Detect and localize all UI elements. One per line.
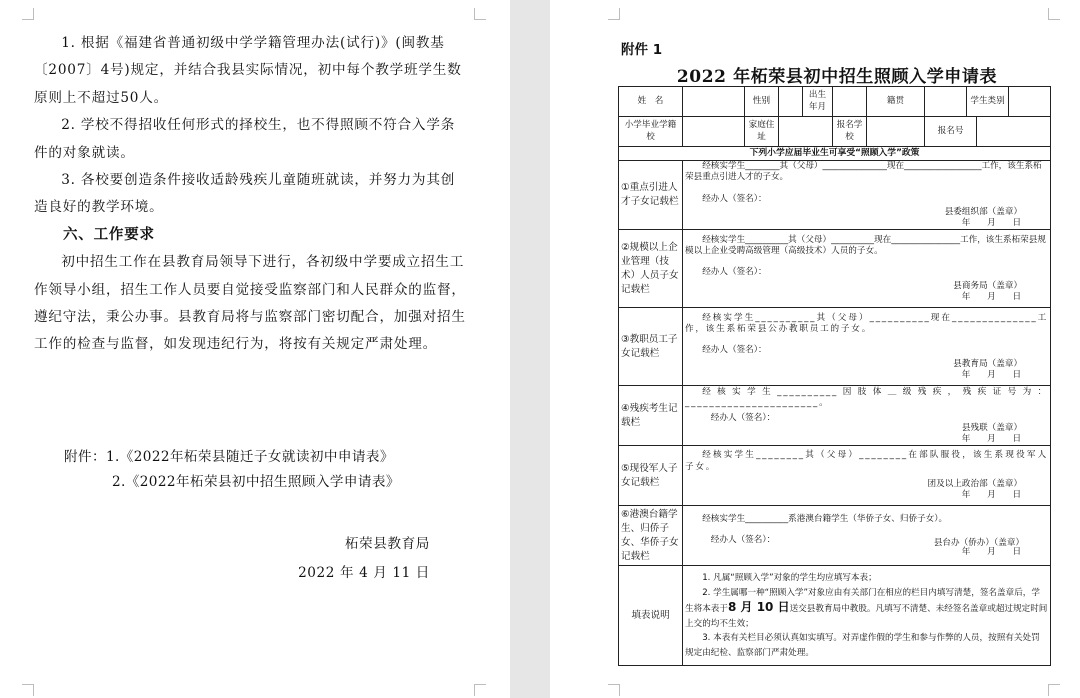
section-header: 下列小学应届毕业生可享受“照顾入学”政策 [619,147,1051,161]
crop-mark [22,684,34,696]
row-cell-enterprise[interactable] [683,230,1051,308]
date-label: 年 月 日 [961,490,1029,501]
form-row-teacher [619,308,1051,386]
stamp-label: 县台办（侨办）（盖章） [933,538,1025,549]
crop-mark [1048,8,1060,20]
attachment-label: 附件 1 [621,42,663,58]
note-line-1: 1. 凡属“照顾入学”对象的学生均应填写本表； [702,573,877,584]
label-home-address: 家庭住址 [745,117,779,147]
label-gender: 性别 [745,87,779,117]
signature-org: 柘荣县教育局 [344,536,430,552]
paragraph-3: 3. 各校要创造条件接收适龄残疾儿童随班就读，并努力为其创造良好的教学环境。 [34,172,456,216]
row-label-overseas: ⑥港澳台籍学生、归侨子女、华侨子女记载栏 [619,506,683,566]
section-body: 初中招生工作在县教育局领导下进行，各初级中学要成立招生工作领导小组，招生工作人员要自觉接受监察部门和人民群众的监督，遵纪守法，秉公办事。县教育局将与监察部门密切配合，加强对招生工作的检查与监督，如发现违纪行为，将按有关规定严肃处理。 [34,254,466,353]
input-native-place[interactable] [925,87,967,117]
form-title: 2022 年柘荣县初中招生照顾入学申请表 [676,67,998,87]
input-home-address[interactable] [779,117,833,147]
crop-mark [608,8,620,20]
page-gutter [510,0,550,698]
label-primary-school: 小学毕业学籍校 [619,117,683,147]
crop-mark [608,684,620,696]
input-birth[interactable] [833,87,867,117]
agent-signature-label: 经办人（签名）： [702,193,767,204]
notes-cell [683,566,1051,666]
label-birth: 出生年月 [803,87,833,117]
crop-mark [1048,684,1060,696]
stamp-label: 县教育局（盖章） [953,358,1023,369]
form-section-header-row [619,147,1051,161]
attachment-item-1: 1.《2022年柘荣县随迁子女就读初中申请表》 [105,449,394,465]
stamp-label: 县委组织部（盖章） [944,206,1023,217]
agent-signature-label: 经办人（签名）： [702,267,767,278]
section-heading: 六、工作要求 [63,226,155,243]
row-cell-overseas[interactable] [683,506,1051,566]
row-label-enterprise: ②规模以上企业管理（技术）人员子女记载栏 [619,230,683,308]
note-line-2a: 2. 学生属哪一种“照顾入学”对象应由有关部门在相应的栏目内填写清楚，签名盖章后，学生将本表于 [685,587,1040,615]
agent-signature-label: 经办人（签名）： [710,413,776,424]
row-cell-military[interactable] [683,446,1051,506]
body-text [34,30,466,359]
row-cell-disabled[interactable] [683,386,1051,446]
row-cell-teacher[interactable] [683,308,1051,386]
input-apply-no[interactable] [977,117,1051,147]
crop-mark [22,8,34,20]
note-line-2b: 送交县教育局中教股。凡填写不清楚、未经签名盖章或超过规定时间上交的均不生效； [685,604,1048,629]
date-label: 年 月 日 [961,433,1029,444]
row-text: 经核实学生________其（父母）_______________现在__________________工作，该生系柘荣县重点引进人才的子女。 [685,161,1042,183]
stamp-label: 县商务局（盖章） [953,280,1023,291]
label-native-place: 籍贯 [867,87,925,117]
attachment-item-2: 2.《2022年柘荣县初中招生照顾入学申请表》 [112,474,400,490]
application-form-table [618,86,1051,666]
input-student-type[interactable] [1009,87,1051,117]
row-text: 经核实学生__________其（父母）__________现在________________工作，该生系柘荣县规模以上企业受聘高级管理（高级技术）人员的子女。 [685,234,1046,257]
form-row-overseas [619,506,1051,566]
agent-signature-label: 经办人（签名）： [702,345,767,356]
date-label: 年 月 日 [961,291,1029,302]
input-name[interactable] [683,87,745,117]
signature-block [298,530,430,588]
stamp-label: 团及以上政治部（盖章） [927,478,1023,489]
form-row-basic [619,87,1051,117]
date-label: 年 月 日 [961,546,1029,557]
form-row-disabled [619,386,1051,446]
input-gender[interactable] [779,87,803,117]
form-row-military [619,446,1051,506]
attachments-list [64,445,400,495]
row-text: 经核实学生__________系港澳台籍学生（华侨子女、归侨子女）。 [702,514,948,525]
row-text: 经核实学生________其（父母）________在部队服役，该生系现役军人子女。 [685,450,1049,472]
row-label-disabled: ④残疾考生记载栏 [619,386,683,446]
row-label-military: ⑤现役军人子女记载栏 [619,446,683,506]
form-row-enterprise [619,230,1051,308]
date-label: 年 月 日 [961,369,1029,380]
note-deadline: 8 月 10 日 [727,600,790,615]
label-apply-no: 报名号 [925,117,977,147]
paragraph-2: 2. 学校不得招收任何形式的择校生，也不得照顾不符合入学条件的对象就读。 [34,117,456,161]
row-text: 经核实学生__________其（父母）__________现在______________工作，该生系柘荣县公办教职员工的子女。 [685,312,1049,335]
label-apply-school: 报名学校 [833,117,867,147]
input-apply-school[interactable] [867,117,925,147]
document-page-right [550,0,1080,698]
form-row-school [619,117,1051,147]
label-student-type: 学生类别 [967,87,1009,117]
crop-mark [474,8,486,20]
attachments-label: 附件： [64,449,106,465]
note-line-2 [685,586,1048,632]
row-cell-talent[interactable] [683,161,1051,230]
input-primary-school[interactable] [683,117,745,147]
agent-signature-label: 经办人（签名）： [710,535,776,546]
signature-date: 2022 年 4 月 11 日 [298,565,430,581]
paragraph-1: 1. 根据《福建省普通初级中学学籍管理办法(试行)》(闽教基〔2007〕4号)规定，并结合我县实际情况，初中每个教学班学生数原则上不超过50人。 [34,35,462,106]
row-text: 经核实学生__________因肢体＿级残疾，残疾证号为：______________________。 [685,386,1049,409]
row-label-teacher: ③教职员工子女记载栏 [619,308,683,386]
row-label-talent: ①重点引进人才子女记载栏 [619,161,683,230]
row-label-notes: 填表说明 [619,566,683,666]
form-row-talent [619,161,1051,230]
note-line-3: 3. 本表有关栏目必须认真如实填写。对弄虚作假的学生和参与作弊的人员，按照有关处罚规定由纪检、监察部门严肃处理。 [685,633,1040,658]
form-row-notes [619,566,1051,666]
label-name: 姓 名 [619,87,683,117]
stamp-label: 县残联（盖章） [961,422,1023,433]
date-label: 年 月 日 [961,218,1029,229]
crop-mark [474,684,486,696]
document-page-left [0,0,510,698]
